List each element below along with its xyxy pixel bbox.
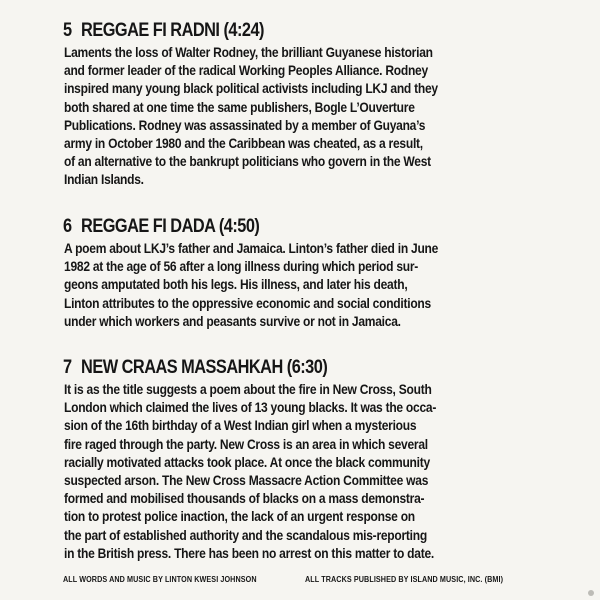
track-7-section — [64, 357, 584, 562]
track-heading — [63, 216, 511, 238]
track-description — [64, 239, 584, 330]
description-line: inspired many young black political activists including LKJ and they — [64, 80, 438, 97]
description-line: sion of the 16th birthday of a West Indian girl when a mysterious — [64, 417, 417, 434]
track-6-section — [64, 216, 584, 330]
description-line: the part of established authority and the scandalous mis-reporting — [64, 526, 427, 543]
description-line: and former leader of the radical Working Peoples Alliance. Rodney — [64, 62, 428, 79]
description-line: tion to protest police inaction, the lack of an urgent response on — [64, 508, 415, 525]
track-number: 5 — [63, 20, 72, 41]
description-line: fire raged through the party. New Cross is an area in which several — [64, 435, 428, 452]
track-heading — [63, 357, 511, 379]
track-title: REGGAE FI RADNI (4:24) — [81, 20, 264, 41]
description-line: both shared at one time the same publishers, Bogle L’Ouverture — [64, 98, 415, 115]
description-line: under which workers and peasants survive or not in Jamaica. — [64, 312, 401, 329]
description-line: in the British press. There has been no arrest on this matter to date. — [64, 544, 434, 561]
description-line: 1982 at the age of 56 after a long illness during which period sur- — [64, 258, 419, 275]
description-line: formed and mobilised thousands of blacks on a mass demonstra- — [64, 490, 425, 507]
scan-speck — [588, 590, 594, 596]
track-title: NEW CRAAS MASSAHKAH (6:30) — [81, 357, 328, 378]
track-number: 7 — [63, 357, 72, 378]
credits-words-music: ALL WORDS AND MUSIC BY LINTON KWESI JOHNSON — [63, 575, 257, 584]
description-line: It is as the title suggests a poem about the fire in New Cross, South — [64, 381, 432, 397]
description-line: A poem about LKJ’s father and Jamaica. Linton’s father died in June — [64, 240, 439, 256]
description-line: suspected arson. The New Cross Massacre Action Committee was — [64, 471, 429, 488]
description-line: Publications. Rodney was assassinated by a member of Guyana’s — [64, 116, 426, 133]
description-line: army in October 1980 and the Caribbean was cheated, as a result, — [64, 134, 423, 151]
description-line: of an alternative to the bankrupt politicians who govern in the West — [64, 153, 431, 170]
track-title: REGGAE FI DADA (4:50) — [81, 216, 260, 237]
description-line: racially motivated attacks took place. At once the black community — [64, 453, 430, 470]
track-description — [64, 380, 584, 562]
description-line: Linton attributes to the oppressive economic and social conditions — [64, 294, 431, 311]
track-heading — [63, 20, 511, 42]
description-line: Indian Islands. — [64, 171, 144, 188]
description-line: Laments the loss of Walter Rodney, the brilliant Guyanese historian — [64, 44, 433, 60]
track-description — [64, 43, 584, 189]
description-line: geons amputated both his legs. His illness, and later his death, — [64, 276, 408, 293]
description-line: London which claimed the lives of 13 young blacks. It was the occa- — [64, 399, 437, 416]
track-number: 6 — [63, 216, 72, 237]
track-5-section — [64, 20, 584, 189]
credits-publisher: ALL TRACKS PUBLISHED BY ISLAND MUSIC, INC. (BMI) — [305, 575, 504, 584]
